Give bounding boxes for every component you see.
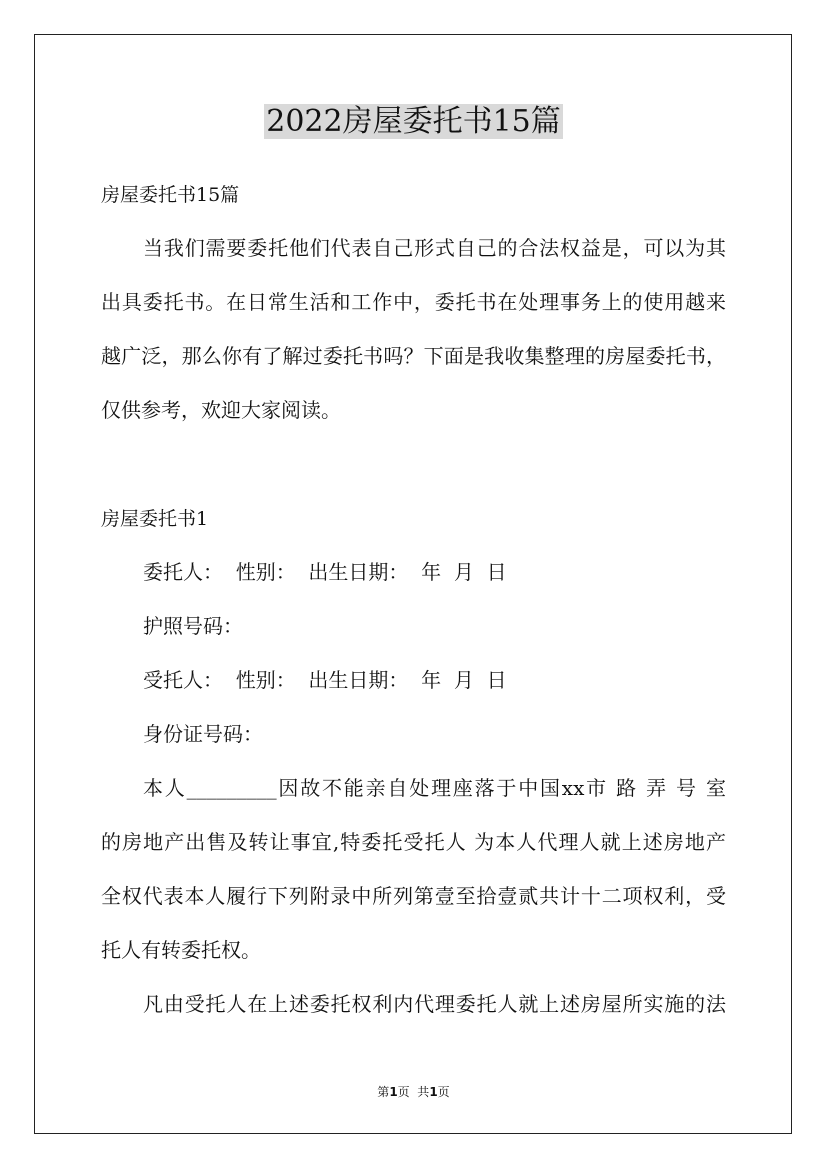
footer-mid: 页 共	[397, 1085, 430, 1099]
page-footer	[0, 1084, 827, 1100]
body-line-4: 托人有转委托权。	[101, 938, 261, 962]
footer-prefix: 第	[377, 1085, 390, 1099]
id-number-field: 身份证号码：	[143, 722, 263, 746]
body-line-2: 的房地产出售及转让事宜,特委托受托人 为本人代理人就上述房地产	[101, 830, 726, 854]
document-title	[0, 102, 827, 142]
section-heading: 房屋委托书1	[101, 508, 209, 530]
passport-field: 护照号码：	[143, 614, 243, 638]
footer-page-number: 1	[389, 1085, 398, 1099]
document-title-text: 2022房屋委托书15篇	[266, 104, 561, 139]
body-line-1: 本人_________因故不能亲自处理座落于中国xx市 路 弄 号 室	[143, 776, 726, 800]
footer-page-total: 1	[429, 1085, 438, 1099]
intro-line-1: 当我们需要委托他们代表自己形式自己的合法权益是，可以为其	[143, 236, 726, 260]
document-subtitle: 房屋委托书15篇	[101, 184, 240, 206]
body-line-3: 全权代表本人履行下列附录中所列第壹至拾壹贰共计十二项权利，受	[101, 884, 726, 908]
body-line-5: 凡由受托人在上述委托权利内代理委托人就上述房屋所实施的法	[143, 992, 726, 1016]
intro-line-2: 出具委托书。在日常生活和工作中，委托书在处理事务上的使用越来	[101, 290, 726, 314]
principal-field: 委托人： 性别： 出生日期： 年 月 日	[143, 560, 507, 584]
footer-suffix: 页	[437, 1085, 450, 1099]
intro-line-3: 越广泛，那么你有了解过委托书吗？下面是我收集整理的房屋委托书，	[101, 344, 726, 368]
intro-line-4: 仅供参考，欢迎大家阅读。	[101, 398, 341, 422]
agent-field: 受托人： 性别： 出生日期： 年 月 日	[143, 668, 507, 692]
